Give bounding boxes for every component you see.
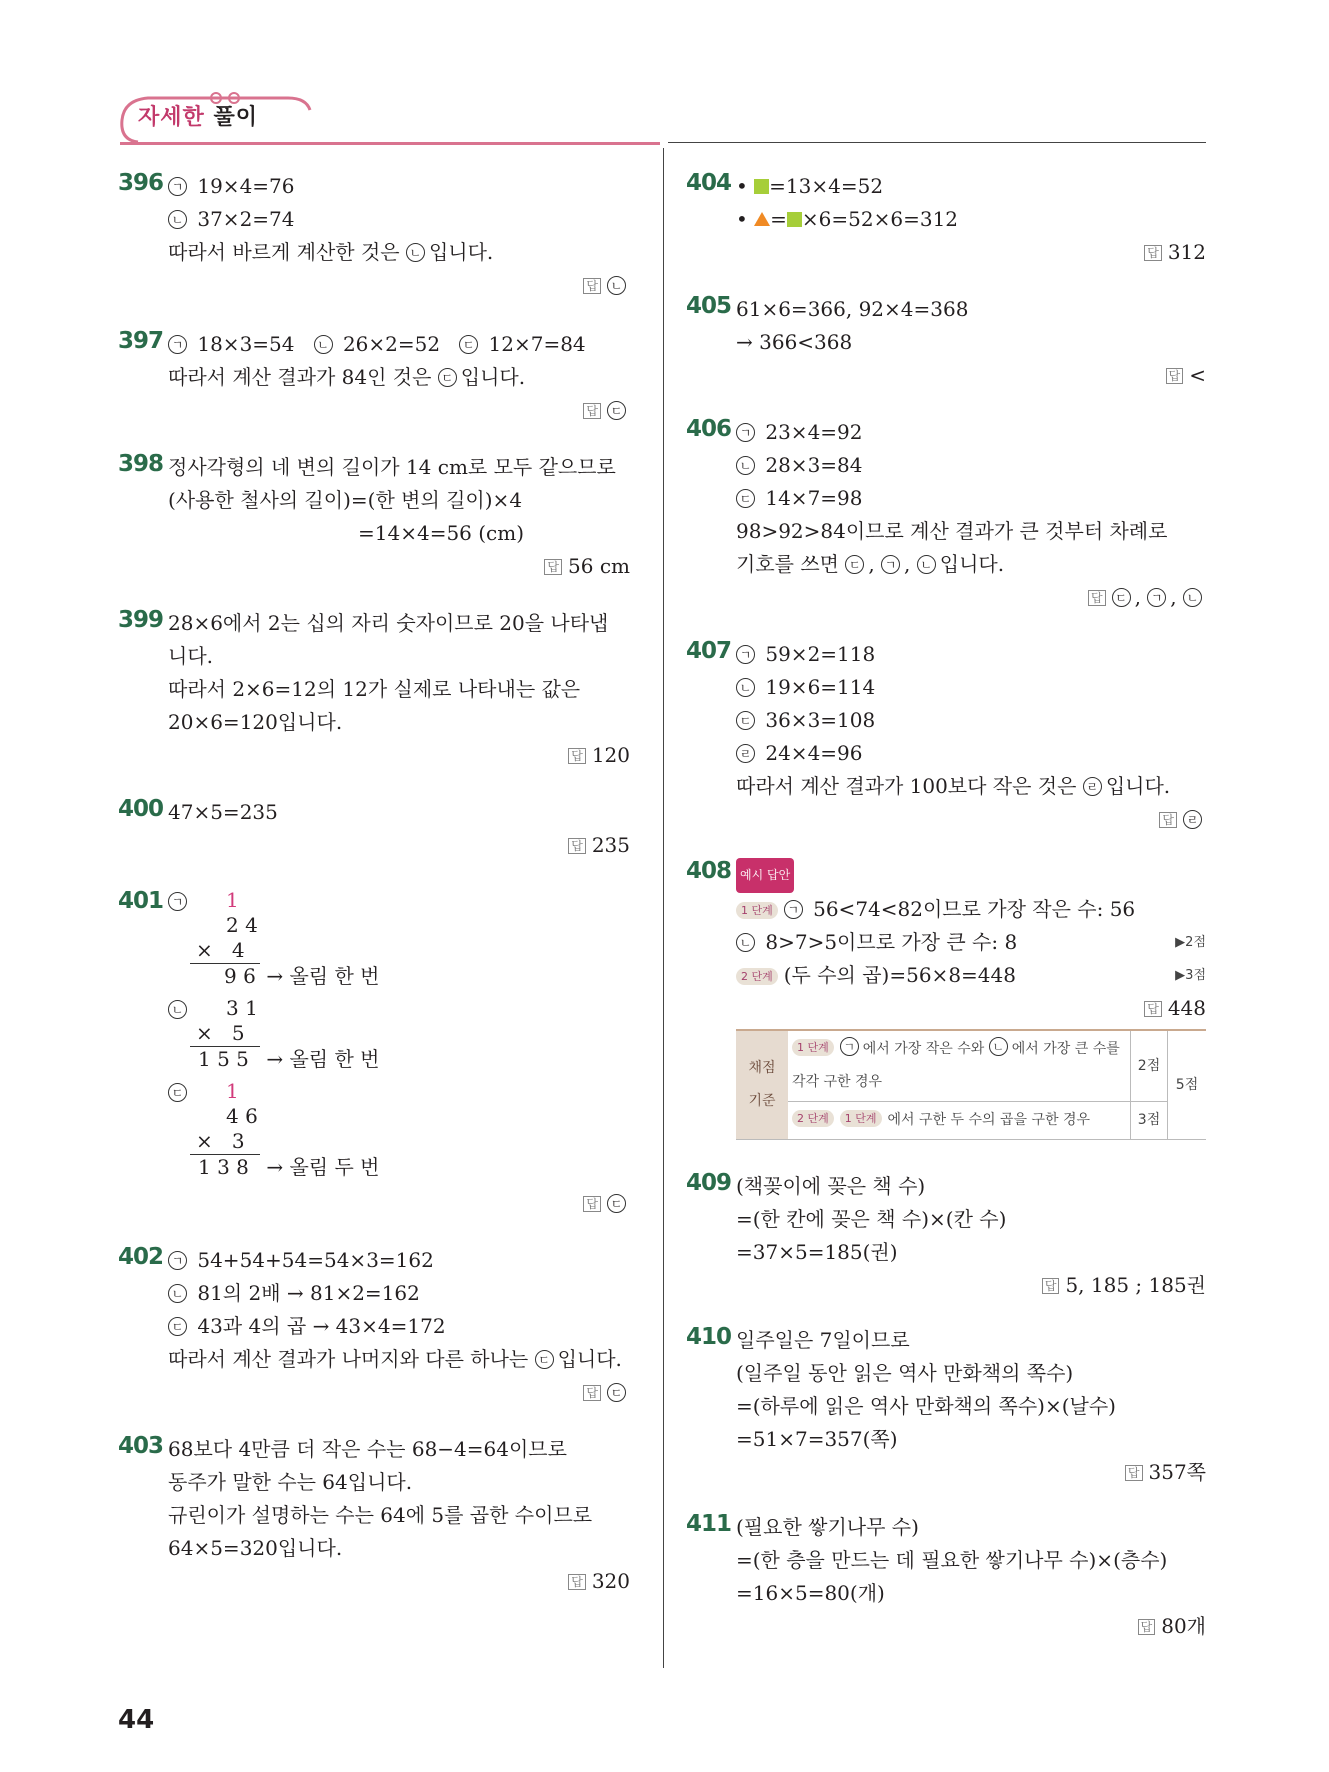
answer-line bbox=[168, 739, 630, 772]
answer-line bbox=[168, 394, 630, 427]
answer-line bbox=[168, 1565, 630, 1598]
circled-na-icon: ㄴ bbox=[406, 243, 425, 262]
text-line: 일주일은 7일이므로 bbox=[736, 1328, 910, 1352]
answer-value: 120 bbox=[591, 743, 630, 767]
calc-line: 59×2=118 bbox=[765, 642, 876, 666]
circled-na-icon: ㄴ bbox=[736, 678, 755, 697]
multiplier: × 4 bbox=[196, 938, 245, 962]
text-line: =14×4=56 (cm) bbox=[358, 521, 525, 545]
text-line: 68보다 4만큼 더 작은 수는 68−4=64이므로 bbox=[168, 1437, 567, 1461]
circled-ra-icon: ㄹ bbox=[1183, 810, 1202, 829]
problem-number: 398 bbox=[118, 451, 164, 477]
step-1-points: ▶2점 bbox=[1175, 935, 1206, 950]
conclusion-end: 입니다. bbox=[557, 1347, 622, 1371]
text-line: 28×6에서 2는 십의 자리 숫자이므로 20을 나타냅 bbox=[168, 611, 609, 635]
answer-value: 320 bbox=[591, 1569, 630, 1593]
text-line: =(한 층을 만드는 데 필요한 쌓기나무 수)×(층수) bbox=[736, 1548, 1168, 1572]
circled-ga-icon: ㄱ bbox=[168, 892, 187, 911]
calc-line: 54+54+54=54×3=162 bbox=[197, 1248, 434, 1272]
circled-da-icon: ㄷ bbox=[438, 368, 457, 387]
carry-note: → 올림 두 번 bbox=[266, 1155, 380, 1179]
calc-line: 23×4=92 bbox=[765, 420, 863, 444]
circled-na-icon: ㄴ bbox=[607, 276, 626, 295]
conclusion-text: 기호를 쓰면 bbox=[736, 552, 846, 576]
answer-label: 답 bbox=[568, 1574, 586, 1590]
text-line: (책꽂이에 꽂은 책 수) bbox=[736, 1174, 926, 1198]
problem-number: 402 bbox=[118, 1244, 164, 1270]
problem-number: 405 bbox=[686, 293, 732, 319]
circled-ga-icon: ㄱ bbox=[168, 1251, 187, 1270]
multiplication-2 bbox=[168, 996, 630, 1071]
answer-value: 312 bbox=[1167, 240, 1206, 264]
calc-line: 81의 2배 → 81×2=162 bbox=[197, 1281, 420, 1305]
problem-number: 409 bbox=[686, 1170, 732, 1196]
problem-number: 399 bbox=[118, 607, 164, 633]
calc-b: 26×2=52 bbox=[342, 332, 441, 356]
square-icon bbox=[754, 179, 769, 194]
conclusion-end: 입니다. bbox=[460, 365, 526, 389]
circled-na-icon: ㄴ bbox=[736, 933, 755, 952]
conclusion-text: 따라서 계산 결과가 84인 것은 bbox=[168, 365, 438, 389]
problem-number: 411 bbox=[686, 1511, 732, 1537]
problem-404: 404 • =13×4=52 • = ×6=52×6=312 답 312 bbox=[686, 170, 1206, 269]
text-line: 61×6=366, 92×4=368 bbox=[736, 297, 969, 321]
circled-da-icon: ㄷ bbox=[607, 1383, 626, 1402]
circled-ga-icon: ㄱ bbox=[168, 335, 187, 354]
circled-da-icon: ㄷ bbox=[736, 489, 755, 508]
circled-na-icon: ㄴ bbox=[917, 555, 936, 574]
product: 9 6 bbox=[190, 963, 260, 989]
circled-ga-icon: ㄱ bbox=[784, 900, 803, 919]
circled-na-icon: ㄴ bbox=[314, 335, 333, 354]
circled-da-icon: ㄷ bbox=[459, 335, 478, 354]
problem-number: 403 bbox=[118, 1433, 164, 1459]
answer-label: 답 bbox=[1144, 245, 1162, 261]
header-rule-right bbox=[668, 142, 1206, 143]
step-2-badge: 2 단계 bbox=[736, 968, 778, 985]
answer-line bbox=[168, 1187, 630, 1220]
problem-405 bbox=[686, 293, 1206, 392]
criteria-text: 에서 구한 두 수의 곱을 구한 경우 bbox=[887, 1112, 1091, 1128]
answer-label: 답 bbox=[1166, 368, 1184, 384]
triangle-icon bbox=[754, 212, 770, 226]
answer-line bbox=[736, 1610, 1206, 1643]
problem-number: 407 bbox=[686, 638, 732, 664]
problem-400 bbox=[118, 796, 630, 862]
conclusion-text: 따라서 계산 결과가 100보다 작은 것은 bbox=[736, 774, 1083, 798]
carry-digit: 1 bbox=[226, 888, 239, 912]
answer-value: 80개 bbox=[1161, 1614, 1206, 1638]
problem-397 bbox=[118, 328, 630, 427]
problem-407 bbox=[686, 638, 1206, 836]
text-line: (일주일 동안 읽은 역사 만화책의 쪽수) bbox=[736, 1361, 1074, 1385]
answer-label: 답 bbox=[568, 748, 586, 764]
problem-number: 410 bbox=[686, 1324, 732, 1350]
product: 1 3 8 bbox=[190, 1154, 260, 1180]
answer-line bbox=[736, 1456, 1206, 1489]
text-line: =16×5=80(개) bbox=[736, 1581, 885, 1605]
circled-na-icon: ㄴ bbox=[168, 210, 187, 229]
circled-na-icon: ㄴ bbox=[1183, 588, 1202, 607]
answer-label: 답 bbox=[583, 1196, 601, 1212]
answer-line bbox=[168, 829, 630, 862]
criteria-points-2: 3점 bbox=[1131, 1102, 1168, 1140]
step-2-badge: 2 단계 bbox=[792, 1110, 834, 1127]
circled-da-icon: ㄷ bbox=[607, 401, 626, 420]
answer-line bbox=[168, 269, 630, 302]
answer-line bbox=[168, 550, 630, 583]
text-line: 따라서 2×6=12의 12가 실제로 나타내는 값은 bbox=[168, 677, 581, 701]
grading-criteria-table bbox=[736, 1029, 1206, 1140]
multiplicand: 2 4 bbox=[226, 913, 258, 937]
answer-line bbox=[736, 803, 1206, 836]
criteria-text: 에서 가장 큰 수를 각각 구한 경우 bbox=[792, 1041, 1120, 1090]
answer-value: 235 bbox=[591, 833, 630, 857]
carry-note: → 올림 한 번 bbox=[266, 964, 380, 988]
circled-da-icon: ㄷ bbox=[736, 711, 755, 730]
text-line: 20×6=120입니다. bbox=[168, 710, 343, 734]
text-line: (필요한 쌓기나무 수) bbox=[736, 1515, 919, 1539]
criteria-text: 에서 가장 작은 수와 bbox=[862, 1041, 989, 1057]
text-line: (사용한 철사의 길이)=(한 변의 길이)×4 bbox=[168, 488, 523, 512]
circled-ga-icon: ㄱ bbox=[881, 555, 900, 574]
problem-number: 404 bbox=[686, 170, 732, 196]
column-divider bbox=[663, 148, 664, 1668]
problem-number: 408 bbox=[686, 858, 732, 884]
answer-label: 답 bbox=[1159, 812, 1177, 828]
problem-410 bbox=[686, 1324, 1206, 1489]
text-line: 동주가 말한 수는 64입니다. bbox=[168, 1470, 413, 1494]
problem-409 bbox=[686, 1170, 1206, 1302]
answer-label: 답 bbox=[583, 1385, 601, 1401]
problem-number: 401 bbox=[118, 888, 164, 914]
answer-label: 답 bbox=[1088, 590, 1106, 606]
step-1-badge: 1 단계 bbox=[792, 1039, 834, 1056]
text-line: =(한 칸에 꽂은 책 수)×(칸 수) bbox=[736, 1207, 1007, 1231]
calc-c: 12×7=84 bbox=[488, 332, 586, 356]
circled-da-icon: ㄷ bbox=[1112, 588, 1131, 607]
circled-da-icon: ㄷ bbox=[168, 1083, 187, 1102]
problem-number: 400 bbox=[118, 796, 164, 822]
answer-label: 답 bbox=[544, 559, 562, 575]
square-icon bbox=[787, 212, 802, 227]
problem-403 bbox=[118, 1433, 630, 1598]
text-line: 64×5=320입니다. bbox=[168, 1536, 343, 1560]
circled-ra-icon: ㄹ bbox=[1083, 777, 1102, 796]
criteria-total: 5점 bbox=[1168, 1030, 1207, 1140]
text-line: → 366<368 bbox=[736, 330, 853, 354]
left-column bbox=[118, 170, 630, 1598]
calc-line: =13×4=52 bbox=[769, 174, 884, 198]
circled-da-icon: ㄷ bbox=[845, 555, 864, 574]
answer-label: 답 bbox=[1125, 1465, 1143, 1481]
text-line: 규린이가 설명하는 수는 64에 5를 곱한 수이므로 bbox=[168, 1503, 593, 1527]
carry-note: → 올림 한 번 bbox=[266, 1047, 380, 1071]
answer-line bbox=[736, 1269, 1206, 1302]
answer-label: 답 bbox=[1144, 1001, 1162, 1017]
circled-da-icon: ㄷ bbox=[535, 1350, 554, 1369]
problem-number: 406 bbox=[686, 416, 732, 442]
answer-label: 답 bbox=[583, 278, 601, 294]
criteria-points-1: 2점 bbox=[1131, 1030, 1168, 1102]
answer-label: 답 bbox=[583, 403, 601, 419]
multiplicand: 4 6 bbox=[226, 1104, 258, 1128]
answer-value: 448 bbox=[1167, 996, 1206, 1020]
conclusion-end: 입니다. bbox=[1105, 774, 1171, 798]
calc-line: 43과 4의 곱 → 43×4=172 bbox=[197, 1314, 446, 1338]
calc-line: 36×3=108 bbox=[765, 708, 876, 732]
multiplication-3 bbox=[168, 1079, 630, 1179]
step-2-text: (두 수의 곱)=56×8=448 bbox=[783, 963, 1016, 987]
circled-na-icon: ㄴ bbox=[989, 1037, 1008, 1056]
problem-398 bbox=[118, 451, 630, 583]
problem-401 bbox=[118, 888, 630, 1220]
example-answer-badge: 예시 답안 bbox=[736, 858, 794, 893]
circled-ga-icon: ㄱ bbox=[1147, 588, 1166, 607]
calc-line: 19×6=114 bbox=[765, 675, 876, 699]
circled-ga-icon: ㄱ bbox=[736, 645, 755, 664]
calc-line: ×6=52×6=312 bbox=[801, 207, 959, 231]
answer-line bbox=[736, 236, 1206, 269]
answer-label: 답 bbox=[568, 838, 586, 854]
answer-label: 답 bbox=[1138, 1619, 1156, 1635]
calc-a: 18×3=54 bbox=[197, 332, 295, 356]
conclusion-text: 따라서 계산 결과가 나머지와 다른 하나는 bbox=[168, 1347, 535, 1371]
circled-ga-icon: ㄱ bbox=[840, 1037, 859, 1056]
step-1-badge: 1 단계 bbox=[840, 1110, 882, 1127]
circled-ra-icon: ㄹ bbox=[736, 744, 755, 763]
circled-ga-icon: ㄱ bbox=[736, 423, 755, 442]
calc-line: 24×4=96 bbox=[765, 741, 863, 765]
step-2-points: ▶3점 bbox=[1175, 968, 1206, 983]
problem-406: 406 ㄱ 23×4=92 ㄴ 28×3=84 ㄷ 14×7=98 98>92>84이므로 계산 결과가 큰 것부터 차례로 기호를 쓰면 ㄷ , ㄱ , ㄴ 입니다. 답 ㄷ , ㄱ , ㄴ bbox=[686, 416, 1206, 614]
circled-da-icon: ㄷ bbox=[607, 1194, 626, 1213]
carry-digit: 1 bbox=[226, 1079, 239, 1103]
circled-na-icon: ㄴ bbox=[168, 1284, 187, 1303]
calc-line: 37×2=74 bbox=[197, 207, 295, 231]
answer-value: < bbox=[1189, 363, 1206, 387]
text-line: 정사각형의 네 변의 길이가 14 cm로 모두 같으므로 bbox=[168, 455, 616, 479]
answer-label: 답 bbox=[1042, 1278, 1060, 1294]
text-line: =37×5=185(권) bbox=[736, 1240, 898, 1264]
answer-line bbox=[736, 359, 1206, 392]
circled-na-icon: ㄴ bbox=[736, 456, 755, 475]
criteria-row-2 bbox=[788, 1102, 1131, 1140]
page-header-title: 자세한 풀이 bbox=[138, 105, 258, 130]
grading-label: 채점 기준 bbox=[736, 1030, 788, 1140]
step-1-badge: 1 단계 bbox=[736, 902, 778, 919]
answer-line: 답 ㄷ , ㄱ , ㄴ bbox=[736, 581, 1206, 614]
problem-number: 396 bbox=[118, 170, 164, 196]
text-line: 47×5=235 bbox=[168, 800, 278, 824]
calc-line: 14×7=98 bbox=[765, 486, 863, 510]
problem-402 bbox=[118, 1244, 630, 1409]
conclusion-text: 따라서 바르게 계산한 것은 bbox=[168, 240, 406, 264]
circled-ga-icon: ㄱ bbox=[168, 177, 187, 196]
problem-number: 397 bbox=[118, 328, 164, 354]
right-column bbox=[686, 170, 1206, 1643]
circled-na-icon: ㄴ bbox=[168, 1000, 187, 1019]
criteria-row-1 bbox=[788, 1030, 1131, 1102]
answer-value: 357쪽 bbox=[1148, 1460, 1206, 1484]
text-line: 98>92>84이므로 계산 결과가 큰 것부터 차례로 bbox=[736, 519, 1168, 543]
product: 1 5 5 bbox=[190, 1046, 260, 1072]
problem-411 bbox=[686, 1511, 1206, 1643]
step-1-text-a: 56<74<82이므로 가장 작은 수: 56 bbox=[813, 897, 1136, 921]
step-1-text-b: 8>7>5이므로 가장 큰 수: 8 bbox=[765, 930, 1018, 954]
problem-408 bbox=[686, 858, 1206, 1140]
answer-line bbox=[736, 992, 1206, 1025]
conclusion-end: 입니다. bbox=[428, 240, 494, 264]
multiplier: × 3 bbox=[196, 1129, 245, 1153]
calc-line: 19×4=76 bbox=[197, 174, 295, 198]
text-line: 니다. bbox=[168, 644, 213, 668]
header-rule-left bbox=[120, 142, 660, 145]
answer-line bbox=[168, 1376, 630, 1409]
calc-line: 28×3=84 bbox=[765, 453, 863, 477]
multiplication-1 bbox=[168, 888, 630, 988]
problem-399 bbox=[118, 607, 630, 772]
conclusion-end: 입니다. bbox=[939, 552, 1005, 576]
page-number: 44 bbox=[118, 1705, 155, 1735]
text-line: =(하루에 읽은 역사 만화책의 쪽수)×(날수) bbox=[736, 1394, 1116, 1418]
answer-value: 56 cm bbox=[568, 554, 630, 578]
circled-da-icon: ㄷ bbox=[168, 1317, 187, 1336]
problem-396 bbox=[118, 170, 630, 302]
text-line: =51×7=357(쪽) bbox=[736, 1427, 898, 1451]
multiplier: × 5 bbox=[196, 1021, 245, 1045]
answer-value: 5, 185 ; 185권 bbox=[1065, 1273, 1206, 1297]
equals-sign: = bbox=[770, 207, 787, 231]
multiplicand: 3 1 bbox=[226, 996, 258, 1020]
